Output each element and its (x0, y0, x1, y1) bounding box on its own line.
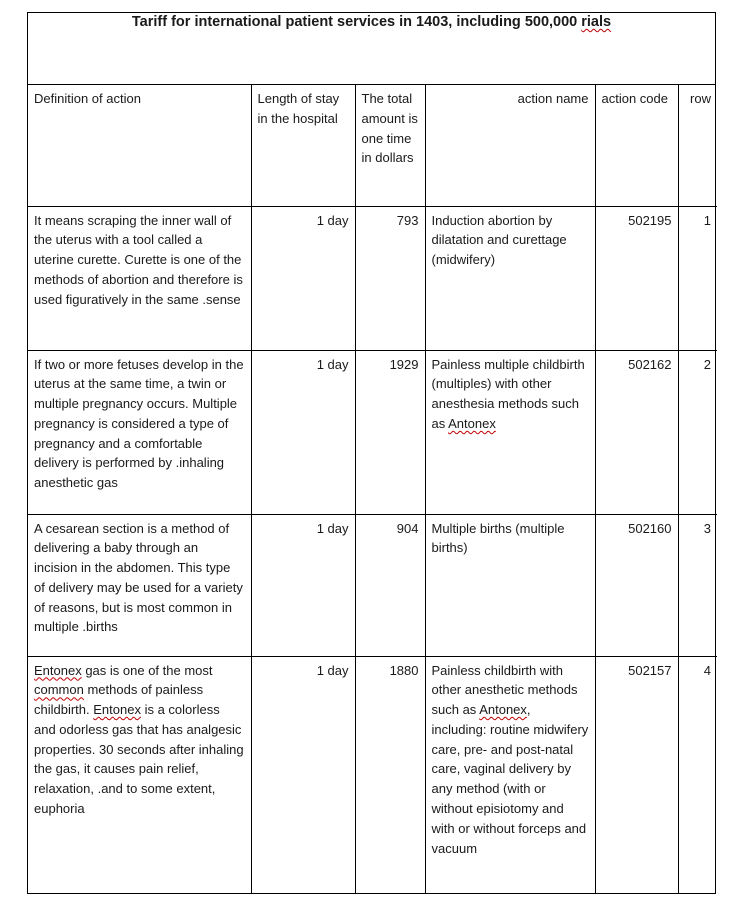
header-action-code: action code (595, 85, 678, 206)
cell-action-code: 502195 (595, 206, 678, 350)
action-name-text: , including: routine midwifery care, pre- and post-natal care, vaginal delivery by any method (with or without episiotomy and with or without forceps and vacuum (431, 702, 589, 856)
definition-text: is a colorless and odorless gas that has analgesic properties. 30 seconds after inhaling the gas, it causes pain relief, relaxation, .and to some extent, euphoria (34, 702, 244, 817)
misspelled-word: Antonex (448, 415, 496, 431)
document-title (132, 14, 611, 30)
table-row (28, 656, 717, 893)
definition-text: gas is one of the most (81, 662, 213, 678)
misspelled-word: Entonex (34, 662, 82, 678)
cell-action-code: 502162 (595, 350, 678, 514)
action-name-text: Painless multiple childbirth (multiples) with other anesthesia methods such as (431, 356, 585, 431)
cell-row-number: 1 (678, 206, 717, 350)
cell-definition: It means scraping the inner wall of the uterus with a tool called a uterine curette. Curette is one of the methods of abortion and therefore is used figuratively in the same .sense (28, 206, 251, 350)
cell-row-number: 3 (678, 514, 717, 656)
misspelled-word: Entonex (93, 702, 141, 718)
cell-action-name: Multiple births (multiple births) (425, 514, 595, 656)
cell-action-name (425, 350, 595, 514)
header-action-name: action name (425, 85, 595, 206)
table-header-row (28, 85, 717, 206)
cell-stay: 1 day (251, 350, 355, 514)
table-row (28, 514, 717, 656)
header-row-number: row (678, 85, 717, 206)
tariff-document (27, 12, 716, 894)
header-stay: Length of stay in the hospital (251, 85, 355, 206)
cell-action-code: 502157 (595, 656, 678, 893)
cell-definition: A cesarean section is a method of delivering a baby through an incision in the abdomen. This type of delivery may be used for a variety of reasons, but is most common in multiple .births (28, 514, 251, 656)
definition-text: methods of painless childbirth. (34, 682, 204, 718)
cell-stay: 1 day (251, 514, 355, 656)
cell-amount: 793 (355, 206, 425, 350)
cell-amount: 1929 (355, 350, 425, 514)
cell-stay: 1 day (251, 656, 355, 893)
table-row (28, 206, 717, 350)
tariff-table (28, 85, 717, 893)
title-row (28, 13, 715, 85)
action-name-text: Painless childbirth with other anesthetic methods such as (431, 662, 578, 718)
cell-action-name (425, 656, 595, 893)
cell-amount: 1880 (355, 656, 425, 893)
header-definition: Definition of action (28, 85, 251, 206)
cell-action-name: Induction abortion by dilatation and curettage (midwifery) (425, 206, 595, 350)
cell-stay: 1 day (251, 206, 355, 350)
header-amount: The total amount is one time in dollars (355, 85, 425, 206)
cell-amount: 904 (355, 514, 425, 656)
cell-row-number: 4 (678, 656, 717, 893)
cell-definition (28, 656, 251, 893)
misspelled-word: Antonex (479, 702, 527, 718)
cell-action-code: 502160 (595, 514, 678, 656)
table-row (28, 350, 717, 514)
title-misspelled-word: rials (581, 14, 612, 30)
cell-row-number: 2 (678, 350, 717, 514)
title-text: Tariff for international patient services in 1403, including 500,000 (131, 14, 582, 30)
cell-definition: If two or more fetuses develop in the uterus at the same time, a twin or multiple pregnancy occurs. Multiple pregnancy is considered a type of pregnancy and a comfortable delivery is performed by .inhaling anesthetic gas (28, 350, 251, 514)
grammar-flagged-word: common (34, 682, 84, 698)
